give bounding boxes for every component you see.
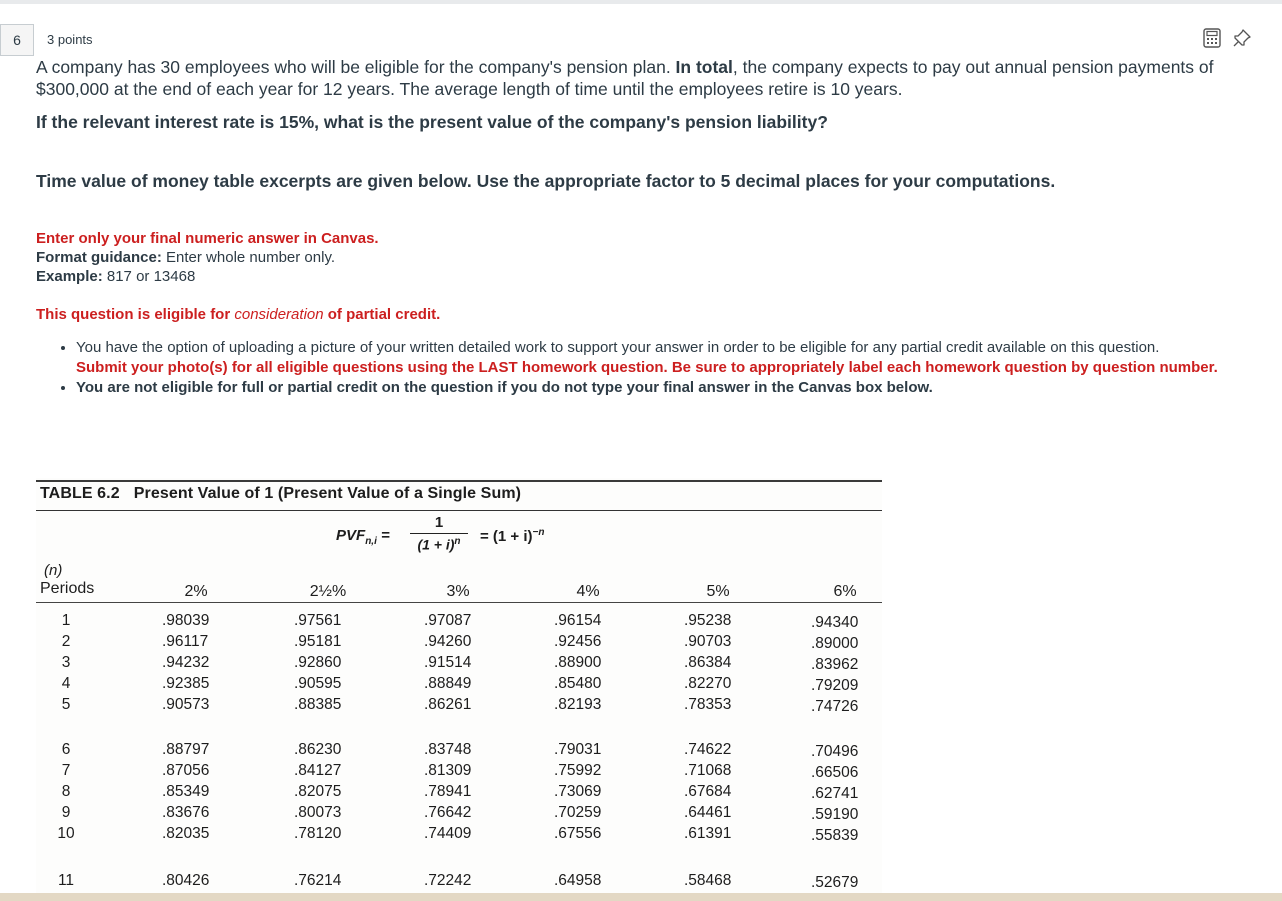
- table-cell: .83748: [424, 741, 472, 758]
- table-cell: .81309: [424, 762, 472, 779]
- table-cell: .66506: [811, 764, 859, 781]
- table-cell: .95238: [684, 612, 732, 629]
- table-cell: .85349: [162, 783, 210, 800]
- period-cell: 6: [61, 741, 71, 758]
- table-cell: .74726: [811, 698, 859, 715]
- table-cell: .83962: [811, 656, 859, 673]
- table-cell: .55839: [811, 827, 859, 844]
- question-toolbar: [1202, 28, 1252, 48]
- table-cell: .76214: [294, 872, 342, 889]
- question-points: 3 points: [47, 32, 93, 47]
- rate-header: 2½%: [309, 583, 347, 600]
- table-cell: .82193: [554, 696, 602, 713]
- table-cell: .89000: [811, 635, 859, 652]
- table-cell: .64958: [554, 872, 602, 889]
- table-cell: .64461: [684, 804, 732, 821]
- table-cell: .78941: [424, 783, 472, 800]
- table-cell: .82270: [684, 675, 732, 692]
- table-cell: .87056: [162, 762, 210, 779]
- table-cell: .79031: [554, 741, 602, 758]
- table-cell: .92860: [294, 654, 342, 671]
- table-cell: .86230: [294, 741, 342, 758]
- table-cell: .74622: [684, 741, 732, 758]
- table-note: Time value of money table excerpts are given below. Use the appropriate factor to 5 decimal places for your computations.: [36, 171, 1056, 191]
- table-title: TABLE 6.2 Present Value of 1 (Present Value of a Single Sum): [40, 485, 522, 502]
- table-cell: .80426: [162, 872, 210, 889]
- table-cell: .62741: [811, 785, 859, 802]
- rate-header: 4%: [576, 583, 600, 600]
- rate-header: 6%: [833, 583, 857, 600]
- period-cell: 9: [61, 804, 71, 821]
- table-cell: .82035: [162, 825, 210, 842]
- table-cell: .90573: [162, 696, 210, 713]
- instruction-list: [36, 338, 1256, 398]
- table-cell: .97561: [294, 612, 342, 629]
- question-body: [36, 56, 1256, 398]
- table-cell: .98039: [162, 612, 210, 629]
- top-divider: [0, 0, 1282, 4]
- table-cell: .82075: [294, 783, 342, 800]
- question-number: 6: [0, 24, 34, 56]
- rate-header: 3%: [446, 583, 470, 600]
- table-cell: .58468: [684, 872, 732, 889]
- table-cell: .67684: [684, 783, 732, 800]
- table-cell: .86261: [424, 696, 472, 713]
- enter-note: Enter only your final numeric answer in Canvas.: [36, 230, 379, 247]
- table-cell: .88797: [162, 741, 210, 758]
- table-cell: .94260: [424, 633, 472, 650]
- table-title-rule: [36, 510, 882, 511]
- table-cell: .94340: [811, 614, 859, 631]
- pv-table-image: TABLE 6.2 Present Value of 1 (Present Value of a Single Sum) $PVF_{n,i}$ = 1 $(1 + i)^n$ = $(1 + i)^{-n}$ (n) Periods 2% 2½% 3% 4% 5% 6% 1 .98039 .97561 .97087 .96154 .95238 .94340 2 .96117 .95181 .94260 .92456 .90703 .89000 3 .94232 .92860 .91514 .88900 .86384 .83962 4 .92385 .90595 .88849 .85480 .82270 .79209 5 .90573 .88385 .86261 .82193 .78353 .74726 6 .88797 .86230 .83748 .79031 .74622 .70496 7 .87056 .84127 .81309 .75992 .71068 .66506 8 .85349 .82075 .78941 .73069 .67684 .62741 9 .83676 .80073 .76642 .70259 .64461 .59190 10 .82035 .78120 .74409 .67556 .61391 .55839 11 .80426 .76214 .72242 .64958 .58468 .52679: [36, 478, 882, 898]
- period-cell: 11: [57, 872, 75, 889]
- table-cell: .70259: [554, 804, 602, 821]
- example-line: Example: 817 or 13468: [36, 268, 196, 285]
- table-cell: .90595: [294, 675, 342, 692]
- table-cell: .95181: [294, 633, 342, 650]
- rate-header: 5%: [706, 583, 730, 600]
- table-cell: .88385: [294, 696, 342, 713]
- table-cell: .96117: [162, 633, 209, 650]
- table-cell: .94232: [162, 654, 210, 671]
- periods-n-label: (n): [44, 562, 63, 579]
- table-cell: .78353: [684, 696, 732, 713]
- period-cell: 1: [61, 612, 71, 629]
- table-cell: .78120: [294, 825, 342, 842]
- table-cell: .91514: [424, 654, 472, 671]
- table-cell: .92385: [162, 675, 210, 692]
- table-cell: .75992: [554, 762, 602, 779]
- period-cell: 7: [61, 762, 71, 779]
- table-cell: .97087: [424, 612, 472, 629]
- table-cell: .79209: [811, 677, 859, 694]
- partial-credit-note: This question is eligible for consideration of partial credit.: [36, 306, 441, 323]
- table-cell: .90703: [684, 633, 732, 650]
- table-cell: .92456: [554, 633, 602, 650]
- table-cell: .84127: [294, 762, 342, 779]
- table-cell: .88849: [424, 675, 472, 692]
- format-guidance: Format guidance: Enter whole number only.: [36, 249, 336, 266]
- calculator-icon[interactable]: [1202, 28, 1222, 48]
- rate-header: 2%: [184, 583, 208, 600]
- header-rule: [36, 602, 882, 603]
- period-cell: 4: [61, 675, 71, 692]
- table-cell: .80073: [294, 804, 342, 821]
- table-cell: .86384: [684, 654, 732, 671]
- table-cell: .71068: [684, 762, 732, 779]
- period-cell: 10: [57, 825, 75, 842]
- question-prompt: If the relevant interest rate is 15%, what is the present value of the company's pension liability?: [36, 112, 828, 132]
- pin-icon[interactable]: [1232, 28, 1252, 48]
- table-cell: .70496: [811, 743, 859, 760]
- bottom-scroll-bar: [0, 893, 1282, 901]
- table-cell: .67556: [554, 825, 602, 842]
- table-cell: .73069: [554, 783, 602, 800]
- table-cell: .85480: [554, 675, 602, 692]
- table-cell: .59190: [811, 806, 859, 823]
- table-cell: .72242: [424, 872, 472, 889]
- table-cell: .83676: [162, 804, 210, 821]
- period-cell: 8: [61, 783, 71, 800]
- list-item: • You are not eligible for full or partial credit on the question if you do not type your final answer in the Canvas box below.: [76, 378, 1256, 398]
- table-cell: .96154: [554, 612, 602, 629]
- table-cell: .76642: [424, 804, 472, 821]
- period-cell: 5: [61, 696, 71, 713]
- table-cell: .52679: [811, 874, 859, 891]
- list-item: • You have the option of uploading a picture of your written detailed work to support your answer in order to be eligible for any partial credit available on this question. Submit your photo(s) for all eligible questions using the LAST homework question. Be sure to appropriately label each homework question by question number.: [76, 338, 1256, 378]
- period-cell: 2: [61, 633, 71, 650]
- question-text: A company has 30 employees who will be eligible for the company's pension plan. In total, the company expects to pay out annual pension payments of $300,000 at the end of each year for 12 years. The average length of time until the employees retire is 10 years.: [36, 57, 1214, 99]
- table-cell: .88900: [554, 654, 602, 671]
- periods-label: Periods: [40, 580, 95, 597]
- table-top-rule: [36, 480, 882, 482]
- table-cell: .61391: [684, 825, 732, 842]
- table-cell: .74409: [424, 825, 472, 842]
- period-cell: 3: [61, 654, 71, 671]
